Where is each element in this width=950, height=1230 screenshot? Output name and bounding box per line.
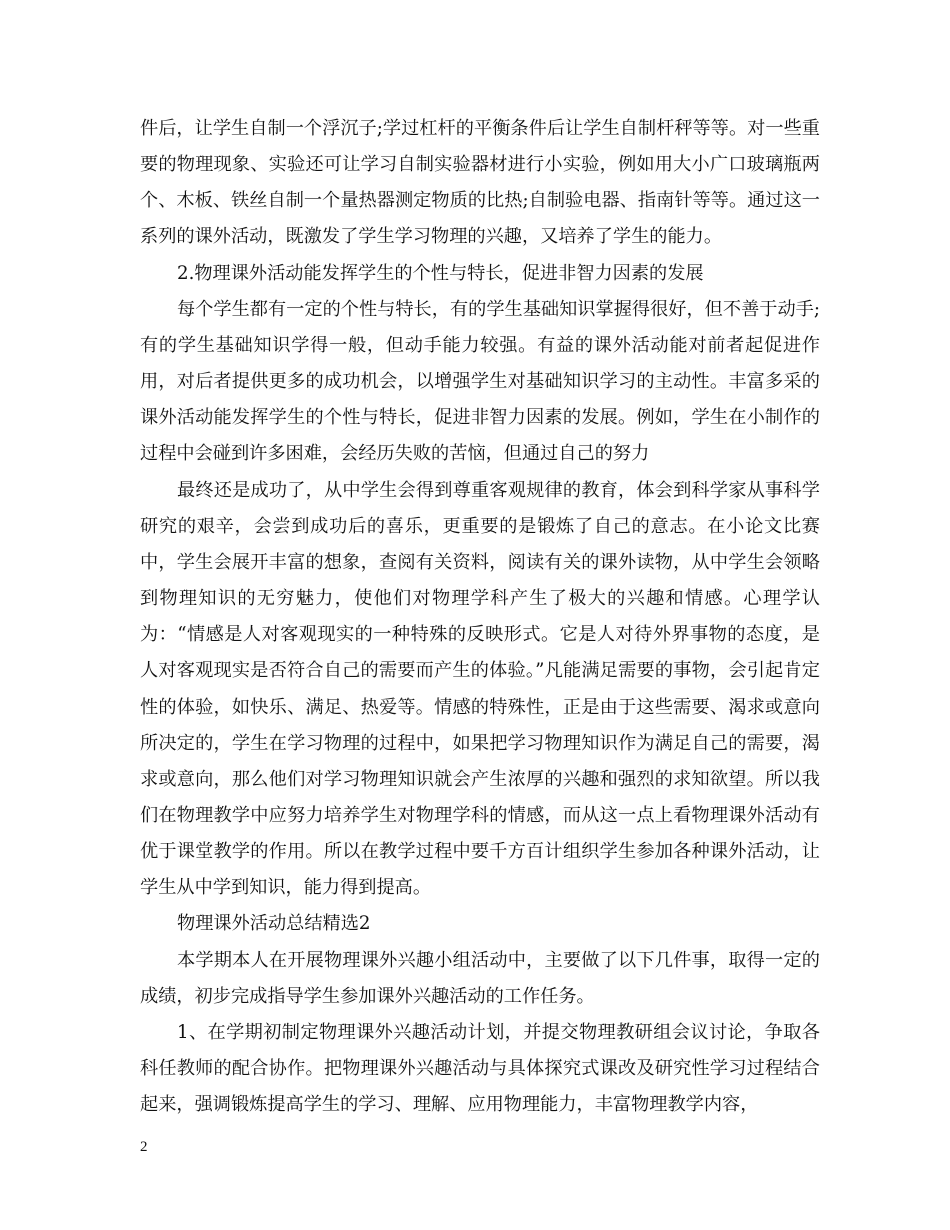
paragraph: 件后，让学生自制一个浮沉子;学过杠杆的平衡条件后让学生自制杆秤等等。对一些重要的物理现象、实验还可让学习自制实验器材进行小实验，例如用大小广口玻璃瓶两个、木板、铁丝自制一个量热器测定物质的比热;自制验电器、指南针等等。通过这一系列的课外活动，既激发了学生学习物理的兴趣，又培养了学生的能力。	[140, 118, 820, 248]
page-number: 2	[140, 1139, 148, 1155]
section-title: 物理课外活动总结精选2	[177, 913, 371, 935]
paragraph: 最终还是成功了，从中学生会得到尊重客观规律的教育，体会到科学家从事科学研究的艰辛，会尝到成功后的喜乐，更重要的是锻炼了自己的意志。在小论文比赛中，学生会展开丰富的想象，查阅有关资料，阅读有关的课外读物，从中学生会领略到物理知识的无穷魅力，使他们对物理学科产生了极大的兴趣和情感。心理学认为：“情感是人对客观现实的一种特殊的反映形式。它是人对待外界事物的态度，是人对客观现实是否符合自己的需要而产生的体验。”凡能满足需要的事物，会引起肯定性的体验，如快乐、满足、热爱等。情感的特殊性，正是由于这些需要、渴求或意向所决定的，学生在学习物理的过程中，如果把学习物理知识作为满足自己的需要，渴求或意向，那么他们对学习物理知识就会产生浓厚的兴趣和强烈的求知欲望。所以我们在物理教学中应努力培养学生对物理学科的情感，而从这一点上看物理课外活动有优于课堂教学的作用。所以在教学过程中要千方百计组织学生参加各种课外活动，让学生从中学到知识，能力得到提高。	[140, 479, 820, 899]
document-body	[140, 111, 820, 1123]
paragraph: 本学期本人在开展物理课外兴趣小组活动中，主要做了以下几件事，取得一定的成绩，初步完成指导学生参加课外兴趣活动的工作任务。	[140, 949, 820, 1007]
paragraph: 1、在学期初制定物理课外兴趣活动计划，并提交物理教研组会议讨论，争取各科任教师的配合协作。把物理课外兴趣活动与具体探究式课改及研究性学习过程结合起来，强调锻炼提高学生的学习、理解、应用物理能力，丰富物理教学内容，	[140, 1021, 820, 1116]
paragraph: 每个学生都有一定的个性与特长，有的学生基础知识掌握得很好，但不善于动手;有的学生基础知识学得一般，但动手能力较强。有益的课外活动能对前者起促进作用，对后者提供更多的成功机会，以增强学生对基础知识学习的主动性。丰富多采的课外活动能发挥学生的个性与特长，促进非智力因素的发展。例如，学生在小制作的过程中会碰到许多困难，会经历失败的苦恼，但通过自己的努力	[140, 298, 820, 465]
section-heading: 2.物理课外活动能发挥学生的个性与特长，促进非智力因素的发展	[177, 262, 704, 284]
